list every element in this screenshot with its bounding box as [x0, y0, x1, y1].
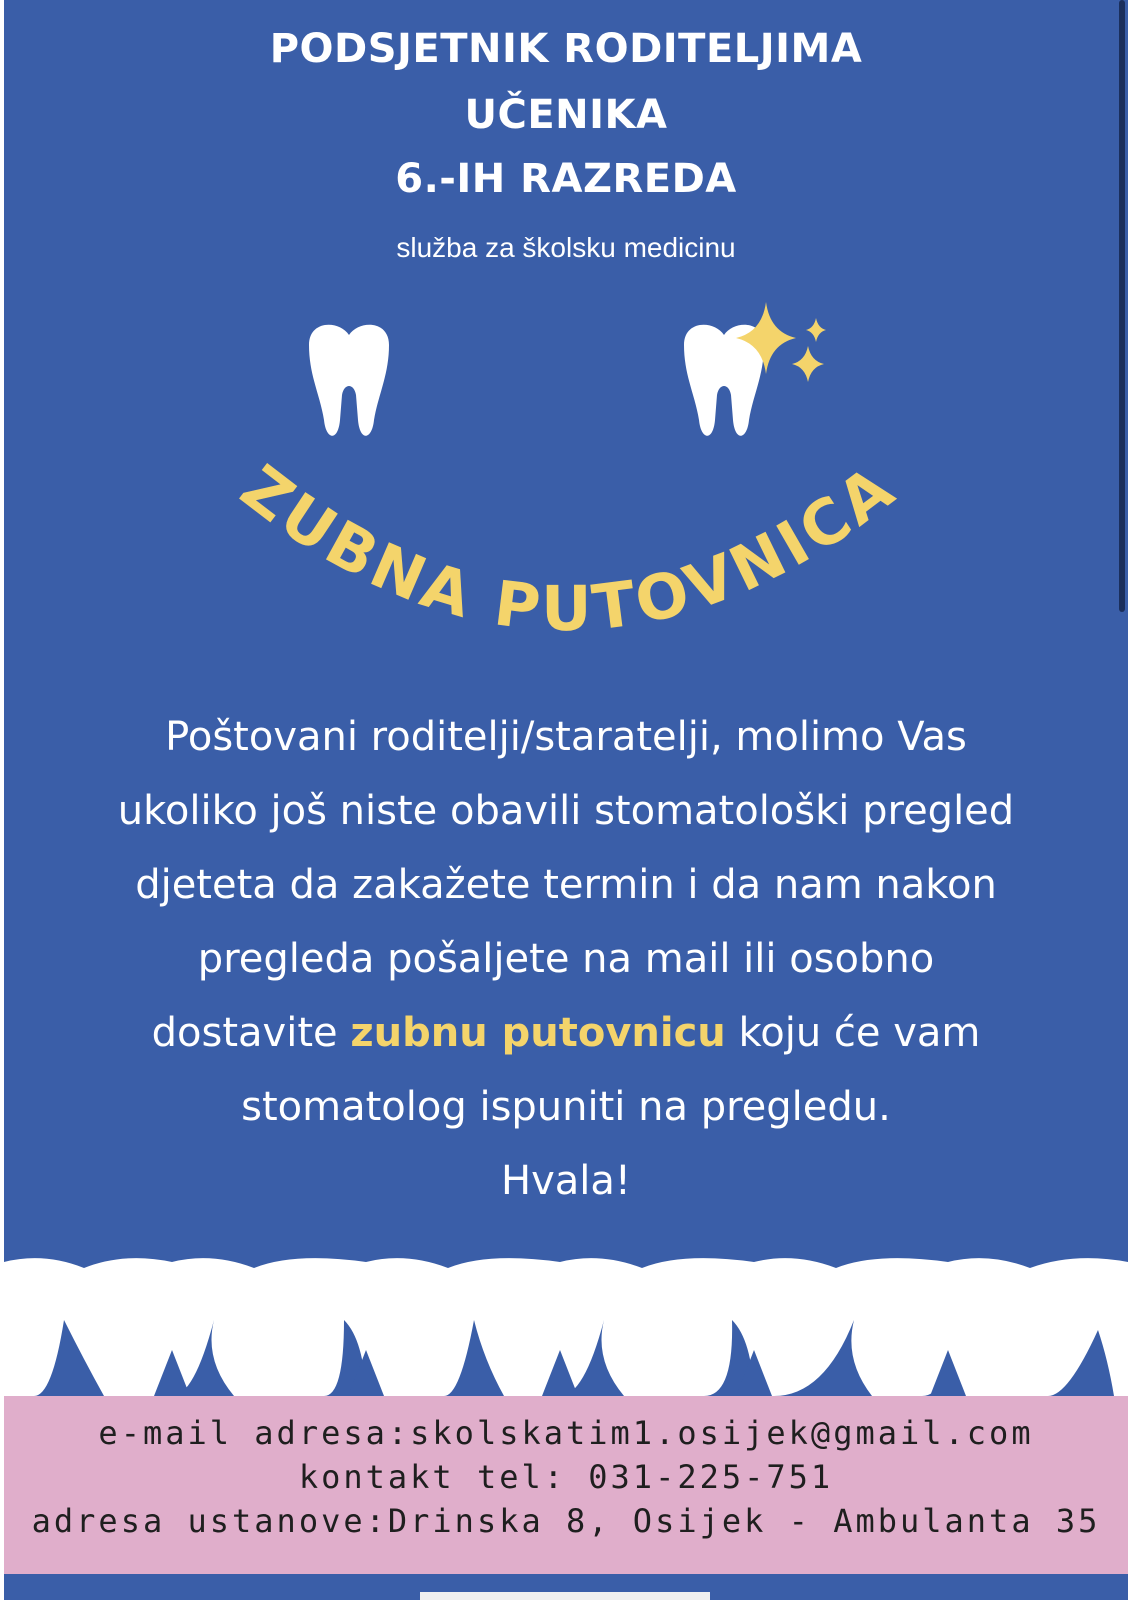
- tooth-icon: [309, 325, 389, 436]
- arc-title-text: ZUBNA PUTOVNICA: [227, 449, 910, 646]
- title-line-1: PODSJETNIK RODITELJIMA: [269, 26, 863, 72]
- sparkle-icon: [806, 318, 826, 342]
- message-text: koju će vam: [725, 1010, 981, 1056]
- message-line: ukoliko još niste obavili stomatološki pregled: [117, 788, 1015, 834]
- highlight-text: zubnu putovnicu: [350, 1010, 726, 1056]
- subtitle: služba za školsku medicinu: [396, 232, 736, 263]
- message-line: Poštovani roditelji/staratelji, molimo Vas: [165, 714, 967, 760]
- sparkle-icon: [792, 346, 824, 382]
- footer-address: adresa ustanove:Drinska 8, Osijek - Ambulanta 35: [31, 1502, 1101, 1540]
- footer-email: e-mail adresa:skolskatim1.osijek@gmail.com: [98, 1414, 1034, 1452]
- scrollbar[interactable]: [1119, 0, 1125, 612]
- message-line: Hvala!: [501, 1158, 631, 1204]
- footer-phone: kontakt tel: 031-225-751: [298, 1458, 834, 1496]
- arc-title: [4, 430, 1128, 690]
- message: [44, 700, 1088, 1218]
- title-line-3: 6.-IH RAZREDA: [395, 156, 737, 202]
- teeth-icons: [4, 0, 1128, 460]
- bottom-gap: [420, 1592, 710, 1600]
- message-text: dostavite: [151, 1010, 351, 1056]
- footer-contact: [4, 1396, 1128, 1574]
- teeth-row-decoration: [4, 1250, 1128, 1396]
- poster: [4, 0, 1128, 1574]
- message-line: [44, 996, 1088, 1070]
- message-line: stomatolog ispuniti na pregledu.: [241, 1084, 891, 1130]
- title-line-2: UČENIKA: [464, 92, 668, 138]
- svg-text:ZUBNA PUTOVNICA: [228, 450, 910, 645]
- message-line: djeteta da zakažete termin i da nam nakon: [135, 862, 997, 908]
- message-line: pregleda pošaljete na mail ili osobno: [197, 936, 935, 982]
